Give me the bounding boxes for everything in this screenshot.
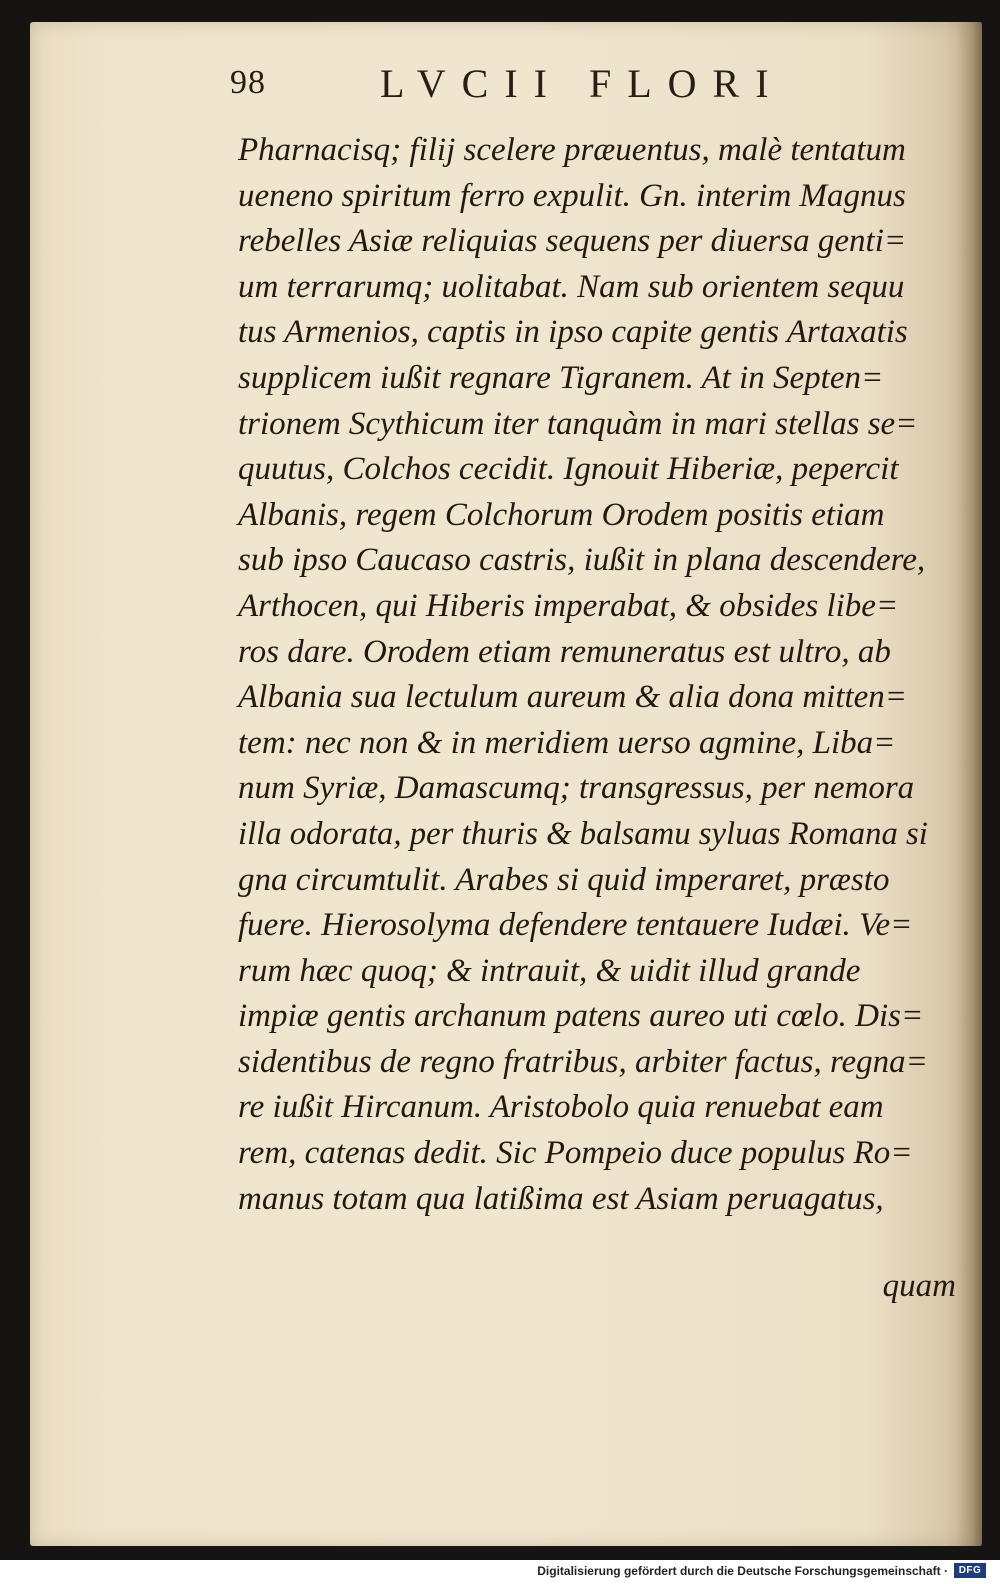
text-line: trionem Scythicum iter tanquàm in mari stellas se= [238,405,918,442]
text-line: um terrarumq; uolitabat. Nam sub orientem sequu [238,268,905,305]
text-line: rum hæc quoq; & intrauit, & uidit illud grande [238,952,861,989]
text-line: manus totam qua latißima est Asiam peruagatus, [238,1180,884,1217]
text-line: re iußit Hircanum. Aristobolo quia renuebat eam [238,1089,884,1126]
text-line: fuere. Hierosolyma defendere tentauere Iudæi. Ve= [238,907,913,944]
text-line: Arthocen, qui Hiberis imperabat, & obsides libe= [238,587,899,624]
text-line: rem, catenas dedit. Sic Pompeio duce populus Ro= [238,1135,913,1172]
text-line: illa odorata, per thuris & balsamu syluas Romana si [238,815,928,852]
text-line: sidentibus de regno fratribus, arbiter factus, regna= [238,1043,928,1080]
text-line: impiæ gentis archanum patens aureo uti cœlo. Dis= [238,998,924,1035]
text-line: gna circumtulit. Arabes si quid imperaret, præsto [238,861,890,898]
dfg-logo: DFG [954,1563,986,1578]
text-line: Albanis, regem Colchorum Orodem positis etiam [238,496,885,533]
text-line: num Syriæ, Damascumq; transgressus, per nemora [238,770,915,807]
text-line: tem: nec non & in meridiem uerso agmine, Liba= [238,724,896,761]
body-text [238,128,928,1222]
page-number: 98 [230,64,266,101]
page-gutter-shadow [956,22,982,1546]
text-line: Albania sua lectulum aureum & alia dona mitten= [238,679,908,716]
text-line: ueneno spiritum ferro expulit. Gn. interim Magnus [238,177,906,214]
text-line: Pharnacisq; filij scelere præuentus, malè tentatum [238,132,906,168]
text-line: rebelles Asiæ reliquias sequens per diuersa genti= [238,223,907,260]
digitization-footer [0,1560,1000,1584]
text-line: sub ipso Caucaso castris, iußit in plana descendere, [238,542,926,579]
text-line: supplicem iußit regnare Tigranem. At in Septen= [238,359,884,396]
text-line: tus Armenios, captis in ipso capite gentis Artaxatis [238,314,908,351]
text-line: quutus, Colchos cecidit. Ignouit Hiberiæ, pepercit [238,451,899,488]
running-title: LVCII FLORI [380,61,785,106]
catchword: quam [882,1268,956,1304]
text-line: ros dare. Orodem etiam remuneratus est ultro, ab [238,633,891,670]
running-head [230,58,850,118]
funding-credit: Digitalisierung gefördert durch die Deutsche Forschungsgemeinschaft · [537,1564,948,1578]
